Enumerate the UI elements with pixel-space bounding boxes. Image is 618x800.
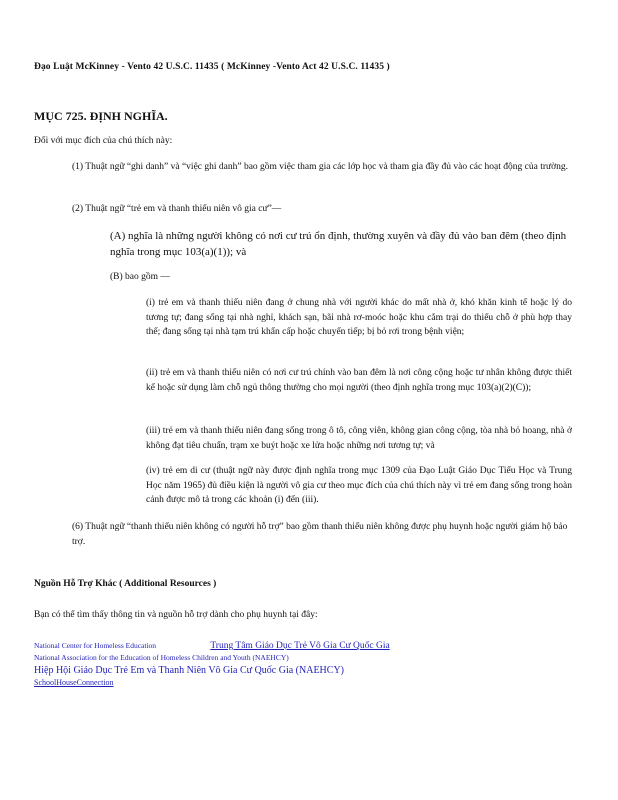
definition-item-2: (2) Thuật ngữ “trẻ em và thanh thiếu niên vô gia cư”— bbox=[72, 204, 282, 214]
resources-intro: Bạn có thể tìm thấy thông tin và nguồn hỗ trợ dành cho phụ huynh tại đây: bbox=[34, 610, 318, 620]
section-intro: Đối với mục đích của chú thích này: bbox=[34, 136, 173, 146]
definition-item-6: (6) Thuật ngữ “thanh thiếu niên không có người hỗ trợ” bao gồm thanh thiếu niên không được phụ huynh hoặc người giám hộ bảo trợ. bbox=[72, 522, 568, 547]
definition-item-1: (1) Thuật ngữ “ghi danh” và “việc ghi danh” bao gồm việc tham gia các lớp học và tham gia đầy đủ vào các hoạt động của trường. bbox=[72, 162, 569, 172]
definition-sub-iii: (iii) trẻ em và thanh thiếu niên đang sống trong ô tô, công viên, không gian công cộng, tòa nhà bỏ hoang, nhà ở không đạt tiêu chuẩn, trạm xe buýt hoặc xe lửa hoặc những nơi tương tự; và bbox=[146, 426, 572, 451]
nche-link-vietnamese[interactable]: Trung Tâm Giáo Dục Trẻ Vô Gia Cư Quốc Gia bbox=[210, 641, 390, 651]
law-title: Đạo Luật McKinney - Vento 42 U.S.C. 11435 ( McKinney -Vento Act 42 U.S.C. 11435 ) bbox=[34, 62, 390, 72]
definition-item-2a: (A) nghĩa là những người không có nơi cư trú ổn định, thường xuyên và đầy đủ vào ban đêm (theo định nghĩa trong mục 103(a)(1)); và bbox=[110, 230, 567, 258]
naehcy-link-vietnamese[interactable]: Hiệp Hội Giáo Dục Trẻ Em và Thanh Niên Vô Gia Cư Quốc Gia (NAEHCY) bbox=[34, 665, 345, 676]
resources-title: Nguồn Hỗ Trợ Khác ( Additional Resources ) bbox=[34, 579, 217, 589]
definition-sub-iv: (iv) trẻ em di cư (thuật ngữ này được định nghĩa trong mục 1309 của Đạo Luật Giáo Dục Tiểu Học và Trung Học năm 1965) đủ điều kiện là người vô gia cư theo mục đích của chú thích này vì trẻ em đang sống trong hoàn cảnh được mô tả trong các khoản (i) đến (iii). bbox=[146, 466, 572, 505]
definition-sub-ii: (ii) trẻ em và thanh thiếu niên có nơi cư trú chính vào ban đêm là nơi công cộng hoặc tư nhân không được thiết kế hoặc sử dụng làm chỗ ngủ thông thường cho mọi người (theo định nghĩa trong mục 103(a)(2)(C)); bbox=[146, 368, 572, 393]
naehcy-link-english[interactable]: National Association for the Education of Homeless Children and Youth (NAEHCY) bbox=[34, 653, 289, 662]
definition-item-2b: (B) bao gồm — bbox=[110, 272, 170, 282]
section-title: MỤC 725. ĐỊNH NGHĨA. bbox=[34, 109, 168, 123]
nche-link-english[interactable]: National Center for Homeless Education bbox=[34, 641, 157, 650]
link-row-nche bbox=[34, 640, 594, 652]
definition-sub-i: (i) trẻ em và thanh thiếu niên đang ở chung nhà với người khác do mất nhà ở, khó khăn kinh tế hoặc lý do tương tự; đang sống tại nhà nghỉ, khách sạn, bãi nhà rơ-moóc hoặc khu cắm trại do thiếu chỗ ở phù hợp thay thế; đang sống tại nhà tạm trú khẩn cấp hoặc chuyển tiếp; bị bỏ rơi trong bệnh viện; bbox=[146, 298, 572, 337]
schoolhouse-connection-link[interactable]: SchoolHouseConnection bbox=[34, 678, 114, 687]
resource-links bbox=[34, 640, 594, 689]
